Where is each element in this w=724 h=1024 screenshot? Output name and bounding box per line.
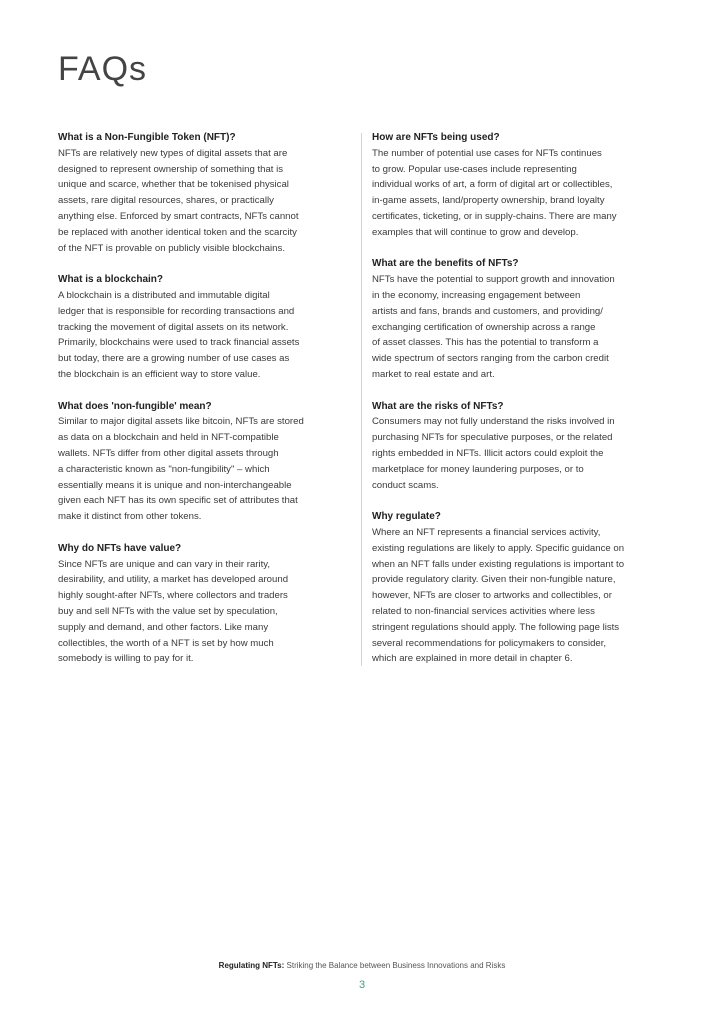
faq-answer-line: in the economy, increasing engagement between xyxy=(372,289,581,301)
faq-item xyxy=(58,272,354,383)
faq-answer-line: but today, there are a growing number of use cases as xyxy=(58,353,290,365)
faq-question: What are the risks of NFTs? xyxy=(372,400,504,412)
faq-answer-line: however, NFTs are closer to artworks and collectibles, or xyxy=(372,590,612,602)
faq-answer-line: given each NFT has its own specific set of attributes that xyxy=(58,495,298,507)
faq-answer-line: The number of potential use cases for NFTs continues xyxy=(372,147,602,159)
faq-answer xyxy=(372,146,668,241)
faq-answer xyxy=(372,414,668,493)
faq-answer-line: of asset classes. This has the potential to transform a xyxy=(372,337,599,349)
faq-answer-line: Similar to major digital assets like bitcoin, NFTs are stored xyxy=(58,416,304,428)
faq-item xyxy=(372,256,668,382)
faq-question: What does 'non-fungible' mean? xyxy=(58,400,212,412)
faq-answer-line: in-game assets, land/property ownership, brand loyalty xyxy=(372,195,605,207)
faq-answer-line: designed to represent ownership of something that is xyxy=(58,163,284,175)
faq-item xyxy=(372,509,668,667)
faq-answer-line: Since NFTs are unique and can vary in their rarity, xyxy=(58,558,271,570)
faq-item xyxy=(372,130,668,241)
faq-answer-line: when an NFT falls under existing regulations is important to xyxy=(372,558,625,570)
faq-item xyxy=(58,541,354,667)
faq-answer-line: rights embedded in NFTs. Illicit actors could exploit the xyxy=(372,447,604,459)
faq-answer-line: several recommendations for policymakers to consider, xyxy=(372,637,607,649)
faq-answer-line: buy and sell NFTs with the value set by speculation, xyxy=(58,605,278,617)
faq-answer-line: existing regulations are likely to apply. Specific guidance on xyxy=(372,542,625,554)
faq-answer-line: individual works of art, a form of digital art or collectibles, xyxy=(372,179,613,191)
faq-item xyxy=(372,399,668,494)
faq-answer-line: artists and fans, brands and customers, and providing/ xyxy=(372,305,603,317)
faq-answer-line: stringent regulations should apply. The following page lists xyxy=(372,621,620,633)
faq-answer-line: be replaced with another identical token and the scarcity xyxy=(58,226,297,238)
faq-answer-line: A blockchain is a distributed and immutable digital xyxy=(58,289,270,301)
faq-answer-line: Where an NFT represents a financial services activity, xyxy=(372,526,601,538)
faq-answer-line: somebody is willing to pay for it. xyxy=(58,653,194,665)
faq-answer-line: wallets. NFTs differ from other digital assets through xyxy=(58,447,279,459)
page-number: 3 xyxy=(358,979,366,991)
faq-answer-line: wide spectrum of sectors ranging from the carbon credit xyxy=(372,353,609,365)
faq-column-left xyxy=(58,130,354,683)
faq-answer-line: the blockchain is an efficient way to store value. xyxy=(58,368,261,380)
faq-question: What are the benefits of NFTs? xyxy=(372,258,519,270)
footer-title-rest: Striking the Balance between Business Innovations and Risks xyxy=(284,961,506,970)
faq-answer-line: assets, rare digital resources, shares, or practically xyxy=(58,195,274,207)
faq-answer-line: NFTs have the potential to support growth and innovation xyxy=(372,274,615,286)
faq-answer xyxy=(58,557,354,668)
faq-answer-line: anything else. Enforced by smart contracts, NFTs cannot xyxy=(58,210,299,222)
faq-answer xyxy=(372,525,668,667)
faq-answer-line: highly sought-after NFTs, where collectors and traders xyxy=(58,590,288,602)
faq-answer-line: exchanging certification of ownership across a range xyxy=(372,321,596,333)
faq-answer xyxy=(372,272,668,383)
faq-answer-line: make it distinct from other tokens. xyxy=(58,511,202,523)
faq-answer-line: marketplace for money laundering purposes, or to xyxy=(372,463,584,475)
faq-answer-line: conduct scams. xyxy=(372,479,439,491)
faq-question: What is a Non-Fungible Token (NFT)? xyxy=(58,132,236,143)
faq-answer-line: examples that will continue to grow and develop. xyxy=(372,226,579,238)
faq-answer-line: tracking the movement of digital assets on its network. xyxy=(58,321,289,333)
faq-answer-line: provide regulatory clarity. Given their non-fungible nature, xyxy=(372,574,616,586)
faq-question: Why do NFTs have value? xyxy=(58,542,182,554)
column-divider xyxy=(361,133,362,666)
faq-answer xyxy=(58,288,354,383)
faq-answer-line: Primarily, blockchains were used to track financial assets xyxy=(58,337,300,349)
faq-answer-line: essentially means it is unique and non-interchangeable xyxy=(58,479,292,491)
faq-answer-line: supply and demand, and other factors. Like many xyxy=(58,621,269,633)
faq-answer xyxy=(58,414,354,525)
faq-answer-line: NFTs are relatively new types of digital assets that are xyxy=(58,147,288,159)
faq-question: Why regulate? xyxy=(372,511,441,523)
faq-item xyxy=(58,399,354,525)
faq-answer-line: certificates, ticketing, or in supply-chains. There are many xyxy=(372,210,617,222)
faq-answer-line: related to non-financial services activities where less xyxy=(372,605,595,617)
faq-answer-line: to grow. Popular use-cases include representing xyxy=(372,163,577,175)
faq-answer-line: of the NFT is provable on publicly visible blockchains. xyxy=(58,242,285,254)
page-title: FAQs xyxy=(58,50,148,88)
faq-answer-line: collectibles, the worth of a NFT is set by how much xyxy=(58,637,274,649)
faq-question: How are NFTs being used? xyxy=(372,132,500,143)
faq-answer-line: purchasing NFTs for speculative purposes, or the related xyxy=(372,432,613,444)
faq-column-right xyxy=(372,130,668,683)
faq-answer xyxy=(58,146,354,257)
faq-answer-line: ledger that is responsible for recording transactions and xyxy=(58,305,295,317)
faq-answer-line: which are explained in more detail in chapter 6. xyxy=(372,653,573,665)
faq-answer-line: market to real estate and art. xyxy=(372,368,495,380)
faq-question: What is a blockchain? xyxy=(58,274,164,286)
faq-answer-line: a characteristic known as "non-fungibility" – which xyxy=(58,463,270,475)
faq-item xyxy=(58,130,354,256)
footer-title-bold: Regulating NFTs: xyxy=(218,961,285,970)
faq-answer-line: Consumers may not fully understand the risks involved in xyxy=(372,416,615,428)
faq-answer-line: as data on a blockchain and held in NFT-compatible xyxy=(58,432,279,444)
footer xyxy=(0,961,724,970)
faq-answer-line: desirability, and utility, a market has developed around xyxy=(58,574,289,586)
faq-answer-line: unique and scarce, whether that be tokenised physical xyxy=(58,179,289,191)
